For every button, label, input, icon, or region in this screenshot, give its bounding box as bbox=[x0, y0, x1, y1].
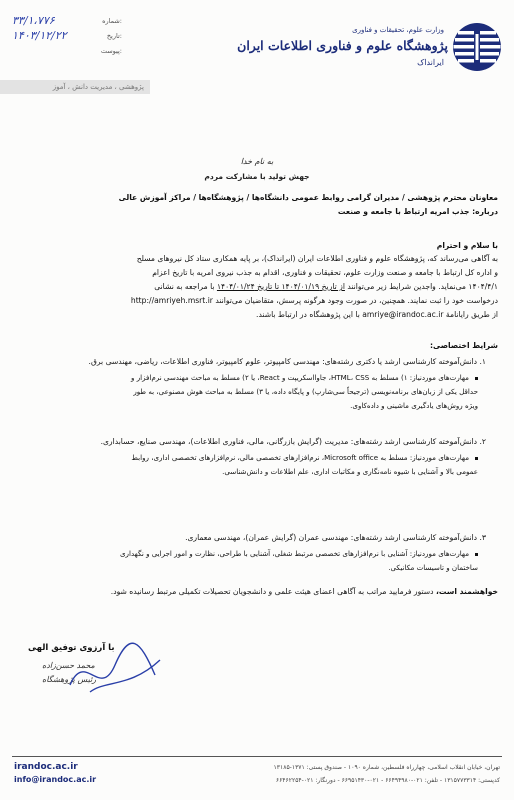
institute-abbr: ایرانداک bbox=[417, 58, 444, 67]
signature-wish: با آرزوی توفیق الهی bbox=[28, 643, 115, 653]
institute-name: پژوهشگاه علوم و فناوری اطلاعات ایران bbox=[237, 38, 448, 53]
condition-item-line-text: مهارت‌های موردنیاز: ۱) مسلط به HTML، CSS، جاوااسکریپت و React، یا ۲) مسلط به مباحث مهندسی نرم‌افزار و bbox=[131, 373, 469, 382]
condition-item-line-text: مهارت‌های موردنیاز: آشنایی با نرم‌افزارهای تخصصی مرتبط شغلی، آشنایی با طراحی، نظارت و امور اجرایی و نگهداری bbox=[120, 549, 469, 558]
bullet-icon bbox=[475, 457, 478, 460]
bismillah: به نام خدا bbox=[240, 157, 274, 166]
signature-title: رئیس پژوهشگاه bbox=[42, 675, 97, 684]
irandoc-logo-icon bbox=[452, 22, 502, 72]
attachment-row bbox=[12, 44, 122, 59]
condition-item-line: عمومی بالا و آشنایی با شیوه نامه‌نگاری و مکاتبات اداری، علم اطلاعات و دانش‌شناسی. bbox=[222, 467, 478, 476]
ministry-name: وزارت علوم، تحقیقات و فناوری bbox=[352, 26, 444, 34]
paragraph-line bbox=[14, 281, 498, 293]
paragraph-line bbox=[14, 295, 498, 307]
bullet-icon bbox=[475, 553, 478, 556]
condition-item-line bbox=[18, 548, 478, 560]
paragraph-text: درخواست خود را ثبت نمایند. همچنین، در صورت وجود هرگونه پرسش، متقاضیان می‌توانند bbox=[215, 296, 498, 305]
footer-email[interactable]: info@irandoc.ac.ir bbox=[14, 775, 97, 784]
condition-item-title bbox=[16, 356, 486, 368]
paragraph-line: و اداره کل ارتباط با جامعه و صنعت وزارت علوم، تحقیقات و فناوری، اقدام به جذب نیروی امریه با تاریخ اعزام bbox=[152, 268, 498, 277]
closing-text: دستور فرمایید مراتب به آگاهی اعضای هیئت علمی و دانشجویان تحصیلات تکمیلی مرتبط رسانیده شود. bbox=[110, 587, 434, 596]
paragraph-text: با مراجعه به نشانی bbox=[154, 282, 215, 291]
number-label: شماره: bbox=[102, 17, 122, 25]
application-window: از تاریخ ۱۴۰۴/۰۱/۱۹ تا تاریخ ۱۴۰۴/۰۱/۲۴ bbox=[216, 282, 345, 291]
bullet-icon bbox=[475, 377, 478, 380]
subject: درباره: جذب امریه ارتباط با جامعه و صنعت bbox=[337, 207, 498, 216]
footer-website[interactable]: irandoc.ac.ir bbox=[14, 762, 78, 772]
condition-item-number: ۲. bbox=[479, 437, 486, 446]
condition-item-line bbox=[18, 452, 478, 464]
routing-stamp: پژوهشی ، مدیریت دانش ، آموز bbox=[0, 80, 150, 94]
condition-item-line bbox=[18, 372, 478, 384]
attachment-label: پیوست: bbox=[100, 47, 122, 55]
condition-item-line: حداقل یکی از زبان‌های برنامه‌نویسی (ترجیحاً سی‌شارپ) و پایگاه داده، یا ۳) مسلط به مباحث هوش مصنوعی، به طور bbox=[133, 387, 478, 396]
date-value: ۱۴۰۳/۱۲/۲۲ bbox=[12, 29, 67, 42]
footer-address: تهران، خیابان انقلاب اسلامی، چهارراه فلسطین، شماره ۱۰۹۰ - صندوق پستی: ۱۳۷۱-۱۳۱۸۵ bbox=[273, 764, 500, 771]
greeting: با سلام و احترام bbox=[436, 241, 498, 250]
condition-item-number: ۱. bbox=[479, 357, 486, 366]
date-label: تاریخ: bbox=[106, 32, 122, 40]
paragraph-line: از طریق رایانامهٔ amriye@irandoc.ac.ir با این پژوهشگاه در ارتباط باشند. bbox=[256, 310, 498, 319]
paragraph-text: ۱۴۰۴/۴/۱ می‌نماید. واجدین شرایط زیر می‌توانند bbox=[347, 282, 498, 291]
condition-item-number: ۳. bbox=[479, 533, 486, 542]
condition-item-text: دانش‌آموخته کارشناسی ارشد یا دکتری رشته‌های: مهندسی کامپیوتر، علوم کامپیوتر، فناوری اطلاعات، ریاضی، مهندسی برق. bbox=[88, 357, 478, 366]
handwritten-signature bbox=[60, 630, 170, 710]
closing bbox=[14, 586, 498, 598]
condition-item-line: ساختمان و تاسیسات مکانیکی. bbox=[388, 563, 478, 572]
paragraph-line: به آگاهی می‌رساند که، پژوهشگاه علوم و فناوری اطلاعات ایران (ایرانداک)، بر پایه همکاری ستاد کل نیروهای مسلح bbox=[136, 254, 498, 263]
letter-meta bbox=[12, 14, 122, 59]
conditions-title: شرایط اختصاصی: bbox=[430, 341, 498, 350]
condition-item-title bbox=[16, 532, 486, 544]
closing-bold: خواهشمند است، bbox=[435, 587, 498, 596]
motto: جهش تولید با مشارکت مردم bbox=[204, 172, 310, 181]
footer-contacts: کدپستی: ۱۳۱۵۷۷۳۳۱۴ - تلفن: ۰۲۱-۶۶۴۹۴۹۸۰ - ۰۲۱-۶۶۹۵۱۴۳۰ - دورنگار: ۰۲۱-۶۶۴۶۲۲۵۴ bbox=[275, 777, 500, 784]
number-row bbox=[12, 14, 122, 29]
number-value: ۳۳/۱،۷۷۶ bbox=[12, 14, 55, 27]
condition-item-line-text: مهارت‌های موردنیاز: مسلط به Microsoft office، نرم‌افزارهای تخصصی مالی، نرم‌افزارهای تخصصی اداری، روابط bbox=[131, 453, 469, 462]
condition-item-title bbox=[16, 436, 486, 448]
amriyeh-link[interactable]: http://amriyeh.msrt.ir bbox=[130, 296, 213, 305]
condition-item-line: ویژه روش‌های یادگیری ماشینی و داده‌کاوی. bbox=[350, 401, 478, 410]
signature-name: محمد حسن‌زاده bbox=[42, 661, 95, 670]
addressee: معاونان محترم پژوهشی / مدیران گرامی روابط عمومی دانشگاه‌ها / پژوهشگاه‌ها / مراکز آموزش عالی bbox=[118, 193, 498, 202]
condition-item-text: دانش‌آموخته کارشناسی ارشد رشته‌های: مدیریت (گرایش بازرگانی، مالی، فناوری اطلاعات)، مهندسی صنایع، حسابداری. bbox=[100, 437, 478, 446]
footer-divider bbox=[12, 756, 502, 757]
date-row bbox=[12, 29, 122, 44]
condition-item-text: دانش‌آموخته کارشناسی ارشد رشته‌های: مهندسی عمران (گرایش عمران)، مهندسی معماری. bbox=[185, 533, 478, 542]
